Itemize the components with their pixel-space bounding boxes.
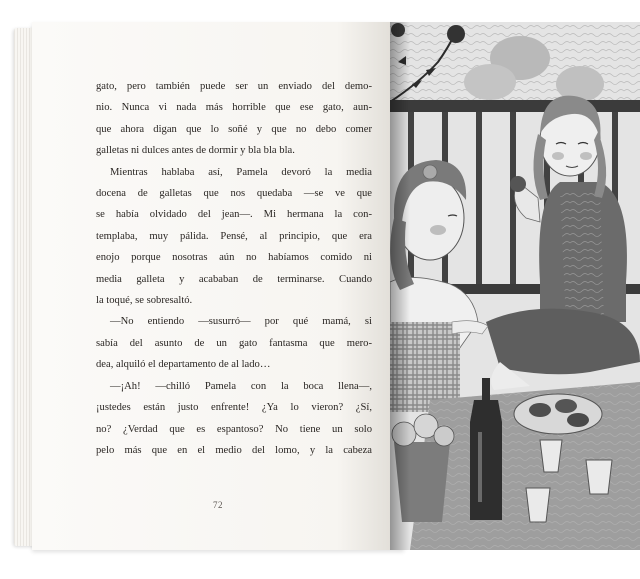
text-line: docena de galletas que nos quedaba —se ve que (96, 188, 372, 200)
text-line: —¡Ah! —chilló Pamela con la boca llena—, (110, 380, 372, 392)
text-line: pelo más que en el medio del lomo, y la cabeza (96, 444, 372, 456)
open-book (14, 22, 640, 550)
cookie (555, 399, 577, 413)
hair-flower (423, 165, 437, 179)
text-line: galletas ni dulces antes de dormir y bla bla bla. (96, 145, 295, 157)
glass (526, 488, 550, 522)
cookie (510, 176, 526, 192)
glass (586, 460, 612, 494)
glass (540, 440, 562, 472)
text-line: gato, pero también puede ser un enviado del demo- (96, 81, 372, 92)
text-line: la toqué, se sobresaltó. (96, 295, 193, 307)
illustration-girls-on-balcony (390, 22, 640, 550)
text-line: nio. Nunca vi nada más horrible que ese gato, aun- (96, 102, 372, 114)
text-line: enojo porque nosotras aún no habíamos comido ni (96, 252, 372, 264)
text-line: dea, alquiló el departamento de al lado… (96, 359, 271, 371)
text-line: templaba, muy pálida. Pensé, al principio, que era (96, 230, 372, 242)
cookie (567, 413, 589, 427)
left-page (32, 22, 404, 550)
text-line: que ahora digan que lo soñé y que no debo comer (96, 123, 372, 135)
text-line: —No entiendo —susurró— por qué mamá, si (110, 316, 372, 328)
right-page-illustration (390, 22, 640, 550)
body-text (96, 76, 372, 461)
text-line: media galleta y acababan de terminarse. Cuando (96, 273, 372, 285)
cookie (529, 403, 551, 417)
text-line: no? ¿Verdad que es espantoso? No tiene un solo (96, 423, 372, 435)
cloud (464, 64, 516, 100)
text-line: se había olvidado del jean—. Mi hermana la con- (96, 209, 372, 221)
text-line: Mientras hablaba así, Pamela devoró la media (110, 166, 372, 178)
railing-top (390, 100, 640, 112)
page-number: 72 (213, 500, 223, 510)
plate (514, 394, 602, 434)
text-line: sabía del asunto de un gato fantasma que mero- (96, 337, 372, 349)
text-line: ¡ustedes están justo enfrente! ¿Ya lo vieron? ¿Sí, (96, 402, 372, 414)
